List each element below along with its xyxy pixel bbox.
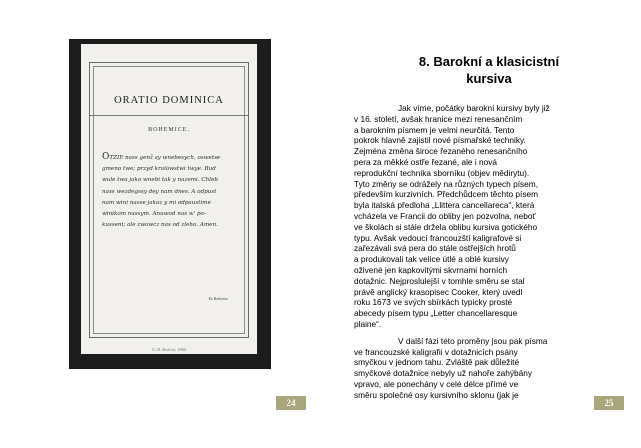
plate-line: nam wini nasse jakoz y mi odpaustime	[102, 199, 211, 206]
paragraph-line: pokrok hlavně zajistil nové písmařské techniky.	[354, 135, 526, 146]
paragraph-line: zařezávali svá pera do stále ostřejších hrotů	[354, 243, 516, 254]
plate-caption: G. B. Bodoni, 1806	[151, 347, 187, 352]
paragraph-line: v 16. století, avšak hranice mezi renesančním	[354, 113, 523, 124]
plate-line: kusseni; ale zwawcz nas od zleho. Amen.	[102, 222, 218, 229]
plate-rule	[90, 115, 248, 116]
paragraph-line: roku 1673 ve svých sbírkách typicky prosté	[354, 297, 513, 308]
plate-prayer-text	[102, 152, 230, 231]
plate-photograph	[69, 39, 271, 369]
paragraph-line: V další fázi této proměny jsou pak písma	[398, 335, 548, 346]
paragraph-line: oživené jen kapkovitými skvrnami horních	[354, 264, 508, 275]
paragraph-line: Jak víme, počátky barokní kursivy byly již	[398, 103, 550, 113]
paragraph-line: a produkovali tak velice útlé a oblé kursivy	[354, 254, 509, 265]
paragraph-line: Tyto změny se odrážely na různých typech písem,	[354, 178, 538, 189]
plate-line: gmeno twe; przyd kralowstwi twye. Bud	[102, 166, 216, 173]
plate-subtitle: BOHEMICE.	[148, 127, 190, 133]
plate-sheet	[81, 44, 257, 354]
paragraph-line: právě anglický krasopisec Cooker, který uvedl	[354, 286, 523, 297]
plate-line: OTZIE nass genž sy wnebesych, oswetse	[102, 152, 221, 162]
paragraph-line: smyčkou v jednom tahu. Zvláště pak důležité	[354, 357, 520, 368]
plate-line: wule twa jako wnebi tak y nazemi. Chleb	[102, 177, 218, 184]
paragraph-line: ve školách si stále držela oblibu kursiva gotického	[354, 221, 538, 232]
plate-signature: Ex Bohemio	[208, 296, 228, 301]
paragraph-line: reprodukční technika sborníku (objev mědirytu).	[354, 167, 530, 178]
plate-title: ORATIO DOMINICA	[114, 95, 224, 106]
plate-line: nass wezdegssy dey nam dnes. A odpust	[102, 188, 217, 195]
paragraph-line: dotažnic. Nejproslulejší v tomhle směru se stal	[354, 275, 525, 286]
chapter-title: 8. Barokní a klasicistní kursiva	[418, 54, 560, 86]
paragraph-line: především kurzivních. Předchůdcem těchto písem	[354, 189, 538, 200]
paragraph-line: ve francouzské kaligrafii v dotažnicích psány	[354, 346, 518, 357]
page-number-right: 25	[594, 396, 624, 410]
paragraph-line: vcházela ve Francii do obliby jen pozvolna, neboť	[354, 210, 536, 221]
paragraph-line: pera za měkké ostře řezané, ale i nová	[354, 156, 497, 167]
paragraph-line: typu. Avšak vedoucí francouzští kaligrafové si	[354, 232, 522, 243]
body-text	[354, 103, 594, 401]
paragraph-line: abecedy písem typu „Letter chancellaresque	[354, 308, 518, 319]
plate-frame	[89, 62, 249, 338]
page-number-left: 24	[276, 396, 306, 410]
paragraph-line: byla italská předloha „Llittera cancellareca“, která	[354, 200, 535, 211]
paragraph-line: vpravo, ale ponechány v celé délce přímé ve	[354, 378, 519, 389]
paragraph-line: smyčkové dotažnice nebyly už nahoře zahýbány	[354, 368, 533, 379]
plate-line: winikom nassym. Anuwod nas w' po-	[102, 211, 206, 218]
paragraph-line: Zejména změna široce řezaného renesančního	[354, 146, 528, 157]
paragraph-line: plaine“.	[354, 318, 382, 329]
paragraph-line: směru společné osy kursivního sklonu (jak je	[354, 389, 519, 400]
paragraph-line: a barokním písmem je velmi neurčitá. Tento	[354, 124, 515, 135]
plate-dropcap: O	[102, 152, 110, 162]
